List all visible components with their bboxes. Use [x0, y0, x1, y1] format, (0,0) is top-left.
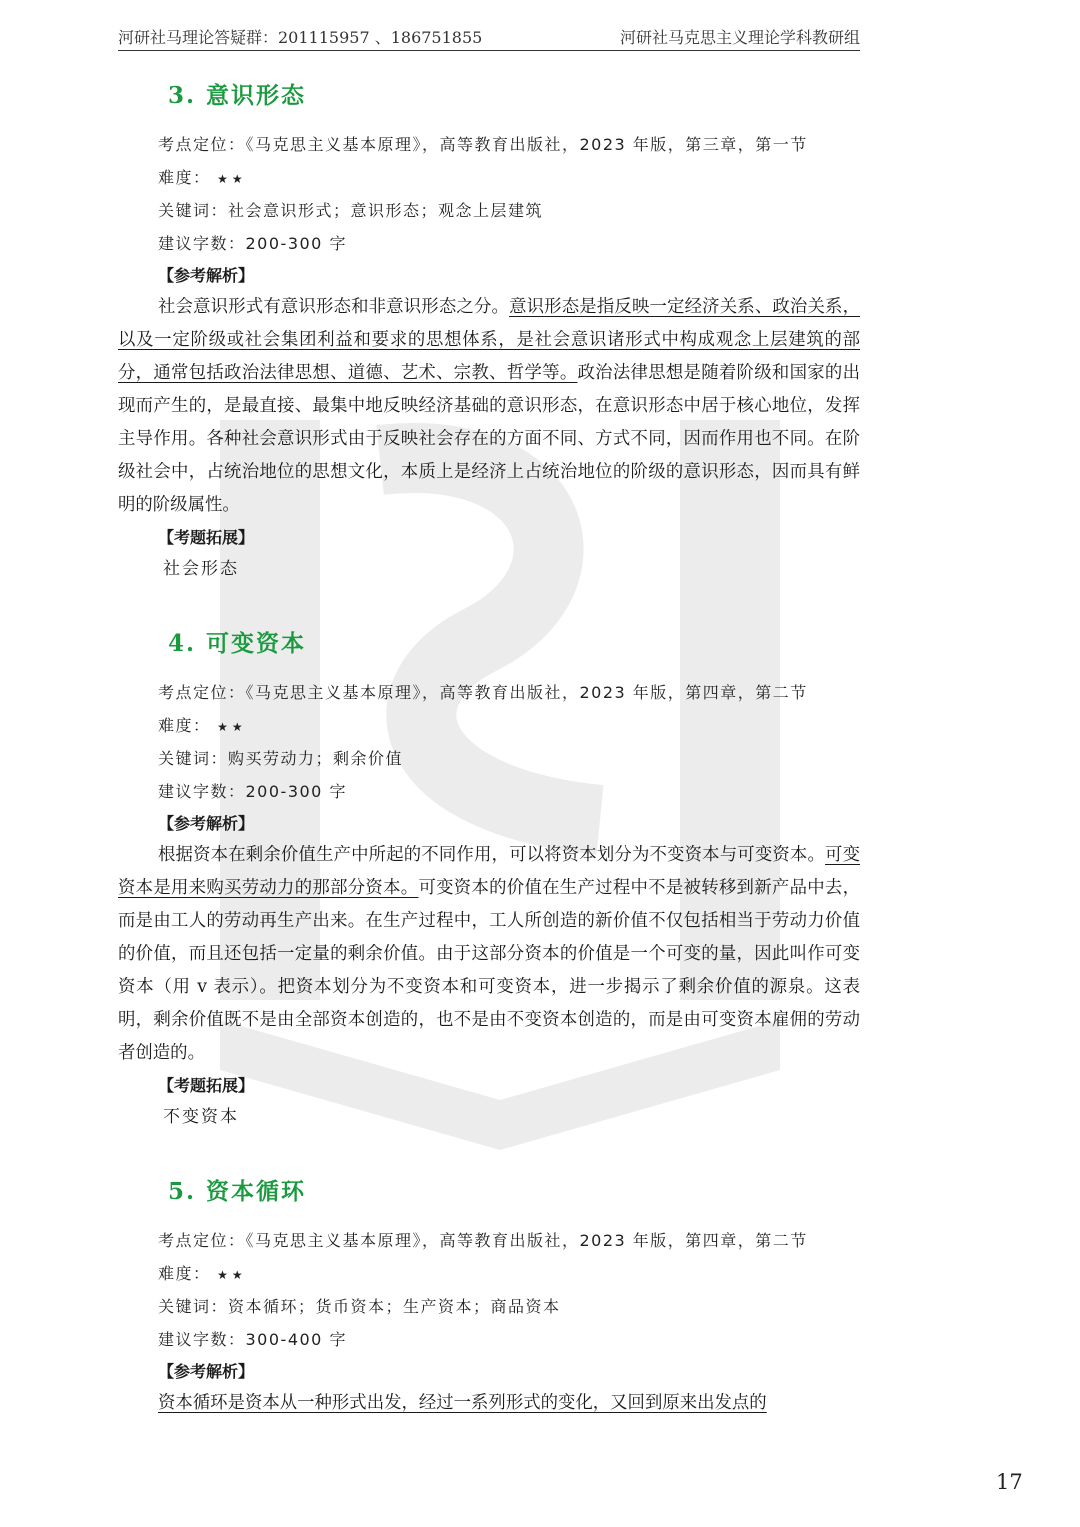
- section-variable-capital: [118, 626, 860, 1134]
- section-title: 5. 资本循环: [168, 1178, 307, 1205]
- star-icon: ★★: [217, 1268, 247, 1282]
- difficulty: [158, 709, 860, 742]
- page-content: [118, 78, 860, 1460]
- header-left-text: 河研社马理论答疑群：201115957 、186751855: [118, 28, 483, 47]
- difficulty-label: 难度：: [158, 1264, 211, 1283]
- analysis-paragraph: [118, 1387, 860, 1420]
- difficulty-label: 难度：: [158, 716, 211, 735]
- analysis-label: 【参考解析】: [158, 1362, 255, 1381]
- word-count: 建议字数：200-300 字: [158, 782, 347, 801]
- underlined-definition: 意识形态是指反映一定经济关系、政治关系，以及一定阶级或社会集团利益和要求的思想体系，是社会意识诸形式中构成观念上层建筑的部分，通常包括政治法律思想、道德、艺术、宗教、哲学等。: [118, 297, 860, 383]
- paragraph-text: 根据资本在剩余价值生产中所起的不同作用，可以将资本划分为不变资本与可变资本。: [158, 845, 826, 865]
- star-icon: ★★: [217, 172, 247, 186]
- paragraph-text: 社会意识形式有意识形态和非意识形态之分。: [158, 297, 510, 317]
- paragraph-text: 政治法律思想是随着阶级和国家的出现而产生的，是最直接、最集中地反映经济基础的意识形态，在意识形态中居于核心地位，发挥主导作用。各种社会意识形式由于反映社会存在的方面不同、方式不同，因而作用也不同。在阶级社会中，占统治地位的思想文化，本质上是经济上占统治地位的阶级的意识形态，因而具有鲜明的阶级属性。: [118, 363, 860, 515]
- keywords: 关键词：社会意识形式；意识形态；观念上层建筑: [158, 201, 544, 220]
- section-title: 3. 意识形态: [168, 82, 307, 109]
- analysis-paragraph: [118, 839, 860, 1070]
- section-ideology: [118, 78, 860, 586]
- difficulty: [158, 161, 860, 194]
- difficulty-label: 难度：: [158, 168, 211, 187]
- underlined-definition: 资本循环是资本从一种形式出发，经过一系列形式的变化，又回到原来出发点的: [158, 1393, 767, 1413]
- keywords: 关键词：购买劳动力；剩余价值: [158, 749, 404, 768]
- analysis-paragraph: [118, 291, 860, 522]
- header-right-text: 河研社马克思主义理论学科教研组: [619, 28, 860, 47]
- extension-label: 【考题拓展】: [158, 1076, 255, 1095]
- extension-label: 【考题拓展】: [158, 528, 255, 547]
- exam-location: 考点定位：《马克思主义基本原理》，高等教育出版社，2023 年版，第四章，第二节: [158, 1231, 808, 1250]
- section-title: 4. 可变资本: [168, 630, 307, 657]
- exam-location: 考点定位：《马克思主义基本原理》，高等教育出版社，2023 年版，第三章，第一节: [158, 135, 808, 154]
- page-header: [118, 22, 860, 51]
- star-icon: ★★: [217, 720, 247, 734]
- word-count: 建议字数：300-400 字: [158, 1330, 347, 1349]
- paragraph-text: 可变资本的价值在生产过程中不是被转移到新产品中去，而是由工人的劳动再生产出来。在生产过程中，工人所创造的新价值不仅包括相当于劳动力价值的价值，而且还包括一定量的剩余价值。由于这部分资本的价值是一个可变的量，因此叫作可变资本（用 v 表示）。把资本划分为不变资本和可变资本，进一步揭示了剩余价值的源泉。这表明，剩余价值既不是由全部资本创造的，也不是由不变资本创造的，而是由可变资本雇佣的劳动者创造的。: [118, 878, 860, 1063]
- exam-location: 考点定位：《马克思主义基本原理》，高等教育出版社，2023 年版，第四章，第二节: [158, 683, 808, 702]
- underlined-definition: 可变资本是用来购买劳动力的那部分资本。: [118, 845, 860, 898]
- section-capital-circulation: [118, 1174, 860, 1420]
- keywords: 关键词：资本循环；货币资本；生产资本；商品资本: [158, 1297, 561, 1316]
- extension-term: 不变资本: [163, 1107, 239, 1127]
- word-count: 建议字数：200-300 字: [158, 234, 347, 253]
- analysis-label: 【参考解析】: [158, 266, 255, 285]
- difficulty: [158, 1257, 860, 1290]
- analysis-label: 【参考解析】: [158, 814, 255, 833]
- page-number: 17: [996, 1470, 1023, 1494]
- extension-term: 社会形态: [163, 559, 239, 579]
